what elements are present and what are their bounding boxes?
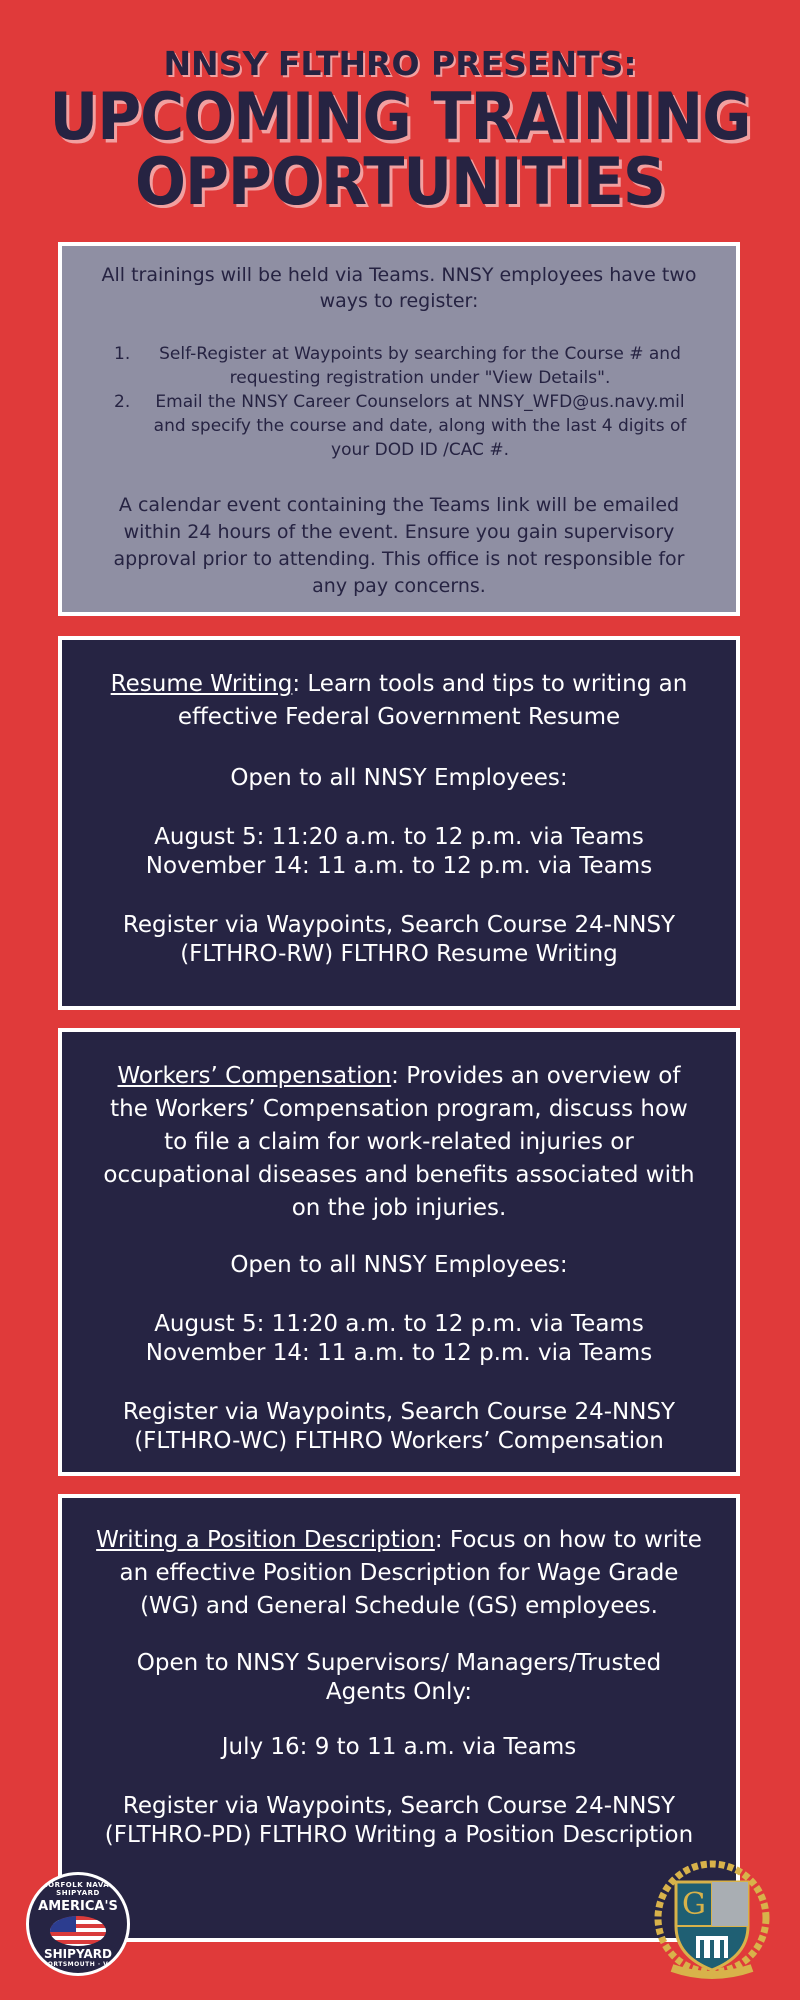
course-name: Writing a Position Description [96,1527,435,1553]
svg-text:G: G [682,1887,706,1922]
page-header [0,44,800,221]
step-number: 2. [114,392,131,412]
header-title-line1: UPCOMING TRAINING [49,79,751,156]
seal-word-shipyard: SHIPYARD [44,1947,112,1961]
registration-intro: All trainings will be held via Teams. NNSY employees have two ways to register: [101,264,697,312]
step-text: Self-Register at Waypoints by searching for the Course # and requesting registration under "View Details". [159,344,681,388]
course-name: Resume Writing [110,671,293,697]
course-date: November 14: 11 a.m. to 12 p.m. via Teams [145,1340,653,1366]
course-title [96,1060,702,1225]
course-date: November 14: 11 a.m. to 12 p.m. via Teams [145,853,653,879]
course-name: Workers’ Compensation [117,1063,392,1089]
header-pretitle: NNSY FLTHRO PRESENTS: [163,44,637,83]
course-audience: Open to all NNSY Employees: [230,1252,568,1278]
course-audience: Open to all NNSY Employees: [230,765,568,791]
course-title [96,1524,702,1623]
shipyard-seal-icon [26,1872,130,1976]
course-audience: Open to NNSY Supervisors/ Managers/Trusted Agents Only: [136,1650,662,1705]
seal-ring-bottom-text: PORTSMOUTH · VA [42,1961,114,1968]
registration-info-box [58,242,740,616]
course-card-position-description [58,1494,740,1942]
course-date: August 5: 11:20 a.m. to 12 p.m. via Teams [154,1311,644,1337]
step-number: 1. [114,344,131,364]
step-text: Email the NNSY Career Counselors at NNSY_WFD@us.navy.mil and specify the course and date, along with the last 4 digits of your DOD ID /CAC #. [153,392,687,460]
course-description: : Focus on how to write an effective Position Description for Wage Grade (WG) and General Schedule (GS) employees. [119,1527,702,1619]
registration-step [100,390,698,462]
course-card-resume-writing [58,636,740,1010]
registration-note: A calendar event containing the Teams link will be emailed within 24 hours of the event. Ensure you gain supervisory approval prior to attending. This office is not responsible for any pay concerns. [113,494,685,597]
course-register: Register via Waypoints, Search Course 24-NNSY (FLTHRO-WC) FLTHRO Workers’ Compensation [122,1399,676,1454]
training-crest-icon [654,1856,770,1984]
course-register: Register via Waypoints, Search Course 24-NNSY (FLTHRO-RW) FLTHRO Resume Writing [122,912,676,967]
course-date: July 16: 9 to 11 a.m. via Teams [221,1734,577,1760]
course-title [96,668,702,734]
course-description: : Learn tools and tips to writing an effective Federal Government Resume [177,671,688,730]
course-description: : Provides an overview of the Workers’ Compensation program, discuss how to file a claim for work-related injuries or occupational diseases and benefits associated with on the job injuries. [103,1063,695,1221]
course-register: Register via Waypoints, Search Course 24-NNSY (FLTHRO-PD) FLTHRO Writing a Position Description [104,1793,694,1848]
header-title [0,79,800,221]
seal-word-americas: AMERICA'S [38,1899,118,1914]
course-date: August 5: 11:20 a.m. to 12 p.m. via Teams [154,824,644,850]
registration-step [100,342,698,390]
header-title-line2: OPPORTUNITIES [134,144,666,221]
seal-ring-top-text: NORFOLK NAVAL SHIPYARD [41,1881,115,1897]
registration-steps [100,342,698,462]
flag-icon [50,1916,106,1946]
course-card-workers-compensation [58,1028,740,1476]
crest-graphic [654,1856,770,1984]
